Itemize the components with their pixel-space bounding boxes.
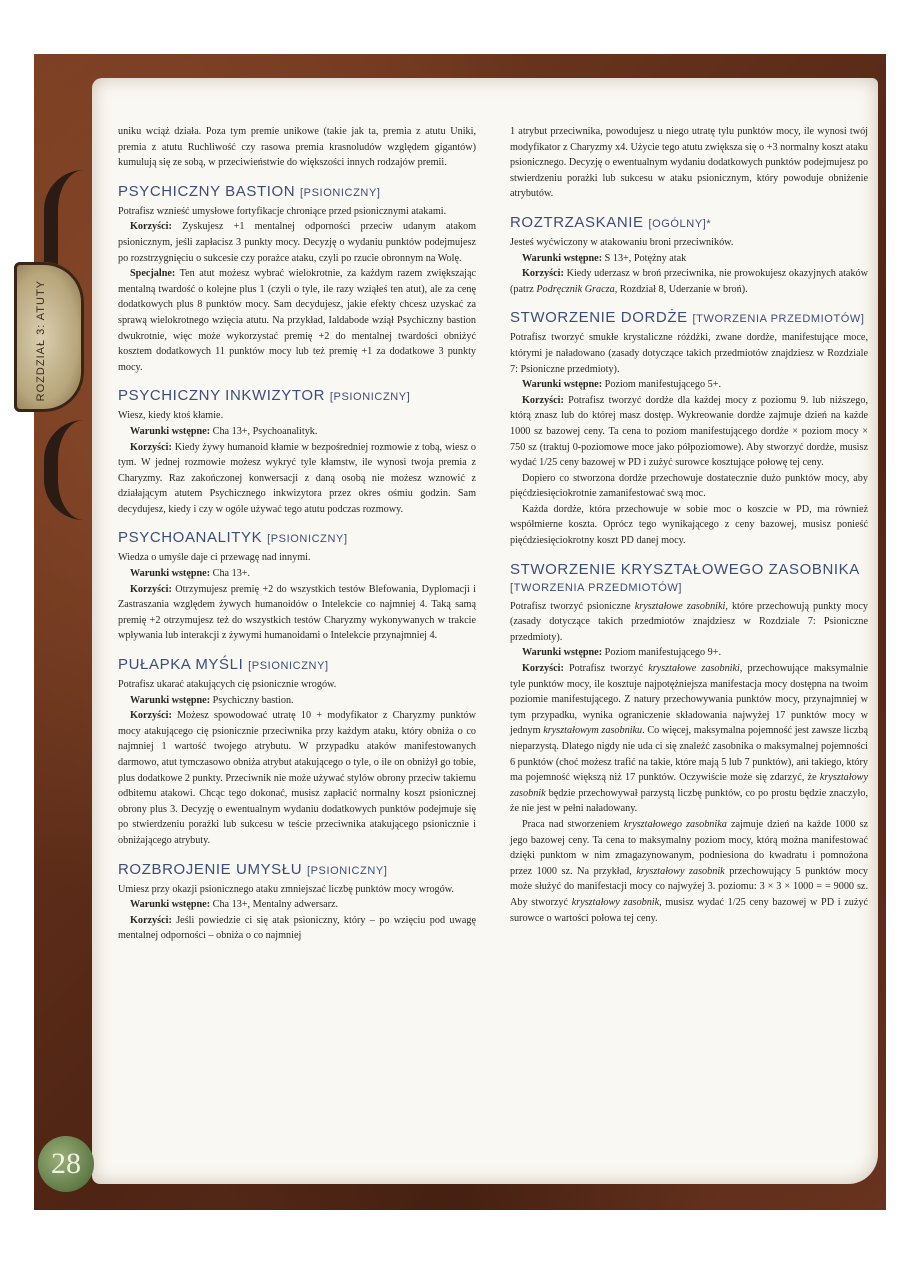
benefit-paragraph: Korzyści: Kiedy uderzasz w broń przeciwnika, nie prowokujesz okazyjnych ataków (patrz Podręcznik Gracza, Rozdział 8, Uderzanie w broń). [510,268,868,295]
body-paragraph: Dopiero co stworzona dordże przechowuje dostatecznie dużo punktów mocy, aby pięćdziesięciokrotnie zamanifestować swą moc. [510,472,868,500]
page-number: 28 [38,1136,94,1192]
benefit-paragraph: Korzyści: Otrzymujesz premię +2 do wszystkich testów Blefowania, Dyplomacji i Zastraszania względem żywych humanoidów o Intelekcie co najmniej 4. Taką samą premię +2 otrzymujesz też do wszystkich testów Charyzmy wykonywanych w trakcie wpływania lub interakcji z żywymi humanoidami o Intelekcie przynajmniej 4. [118,583,476,642]
left-column [118,124,476,944]
section-description: Potrafisz tworzyć smukłe krystaliczne różdżki, zwane dordże, manifestujące moce, którymi je naładowano (zasady dotyczące takich przedmiotów znajdziesz w Rozdziale 7: Psioniczne przedmioty). [510,332,868,375]
section-heading: PSYCHICZNY BASTION [PSIONICZNY] [118,182,381,200]
benefit-paragraph: Korzyści: Zyskujesz +1 mentalnej odporności przeciw udanym atakom psionicznym, jeśli zapłacisz 3 punkty mocy. Decyzję o wydaniu punktów podejmujesz po rozstrzygnięciu o sukcesie czy porażce ataku, czyli po rzucie obronnym na Wolę. [118,221,476,264]
section-description: Jesteś wyćwiczony w atakowaniu broni przeciwników. [510,236,734,248]
section-description: Potrafisz wznieść umysłowe fortyfikacje chroniące przed psionicznymi atakami. [118,205,447,217]
benefit-paragraph: Korzyści: Potrafisz tworzyć kryształowe zasobniki, przechowujące maksymalnie tyle punktów mocy, ile kosztuje najpotężniejsza manifestacja mocy dostępna na twoim poziomie manifestującego. Z natury przechowywania punktów mocy, przynajmniej w tym przypadku, wynika ograniczenie składowania najwyżej 17 punktów mocy w jednym kryształowym zasobniku. Co więcej, maksymalna pojemność jest zawsze liczbą nieparzystą. Dlatego nigdy nie uda ci się znaleźć zasobnika o maksymalnej pojemności 6 punktów (choć możesz trafić na takie, które mają 5 lub 7 punktów), ani takiego, który ma pojemność większą niż 17 punktów. Oczywiście może się zdarzyć, że kryształowy zasobnik będzie przechowywał parzystą liczbę punktów, co po prostu będzie znaczyło, że nie jest w pełni naładowany. [510,663,869,815]
benefit-paragraph: Korzyści: Potrafisz tworzyć dordże dla każdej mocy z poziomu 9. lub niższego, którą znasz lub do której masz dostęp. Wykreowanie dordże zajmuje dzień na każde 1000 sz bazowej ceny. Ta cena to poziom manifestującego dordże × poziom mocy × 750 sz (traktuj 0-poziomowe moce jako półpoziomowe). Aby stworzyć dordże, musisz wydać 1/25 ceny bazowej w PD i zużyć surowce kosztujące połowę tej ceny. [510,394,868,469]
requirements-paragraph: Warunki wstępne: Cha 13+, Psychoanalityk. [130,425,318,437]
chapter-tab-label: ROZDZIAŁ 3: ATUTY [35,280,47,402]
requirements-paragraph: Warunki wstępne: Psychiczny bastion. [130,694,294,706]
section-description: Wiesz, kiedy ktoś kłamie. [118,410,224,422]
decorative-hook [44,420,98,520]
requirements-paragraph: Warunki wstępne: S 13+, Potężny atak [522,252,687,264]
requirements-paragraph: Warunki wstępne: Poziom manifestującego 9+. [522,647,722,659]
intro-paragraph: uniku wciąż działa. Poza tym premie unikowe (takie jak ta, premia z atutu Uniki, premia z atutu Ruchliwość czy rasowa premia krasnoludów względem gigantów) kumulują się ze sobą, w przeciwieństwie do większości innych rodzajów premii. [118,126,476,169]
body-paragraph: Praca nad stworzeniem kryształowego zasobnika zajmuje dzień na każde 1000 sz jego bazowej ceny. Ta cena to maksymalny poziom mocy, którą można manifestować dzięki punktom w nim zmagazynowanym, podniesiona do kwadratu i pomnożona przez 1000 sz. Na przykład, kryształowy zasobnik przechowujący 5 punktów mocy może służyć do manifestacji mocy co najwyżej 3. poziomu: 3 × 3 × 1000 = = 9000 sz. Aby stworzyć kryształowy zasobnik, musisz wydać 1/25 ceny bazowej w PD i zużyć surowce o wartości połowa tej ceny. [510,818,869,924]
section-description: Potrafisz tworzyć psioniczne kryształowe zasobniki, które przechowują punkty mocy (zasady dotyczące takich przedmiotów znajdziesz w Rozdziale 7: Psioniczne przedmioty). [510,600,868,643]
body-paragraph: Każda dordże, która przechowuje w sobie moc o koszcie w PD, ma również współmierne koszta. Oprócz tego wynikającego z ceny bazowej, musisz ponieść pięćdziesięciokrotny koszt PD danej mocy. [510,503,868,547]
right-column [510,124,868,926]
section-heading: PUŁAPKA MYŚLI [PSIONICZNY] [118,656,329,674]
requirements-paragraph: Warunki wstępne: Cha 13+, Mentalny adwersarz. [130,899,339,911]
section-heading: ROZTRZASKANIE [OGÓLNY]* [510,213,712,231]
section-heading: STWORZENIE KRYSZTAŁOWEGO ZASOBNIKA [TWORZENIA PRZEDMIOTÓW] [510,560,860,594]
benefit-paragraph: Korzyści: Kiedy żywy humanoid kłamie w bezpośredniej rozmowie z tobą, wiesz o tym. W jednej rozmowie możesz wykryć tyle kłamstw, ile wynosi twoja premia z Charyzmy. Raz zakończonej konwersacji z daną osobą nie możesz wznowić z działającym atutem Psychicznego inkwizytora przez okres ośmiu godzin. Sam decydujesz, kiedy i czy w ogóle używać tego atutu podczas rozmowy. [118,441,476,515]
chapter-tab [14,262,84,412]
section-heading: STWORZENIE DORDŻE [TWORZENIA PRZEDMIOTÓW] [510,309,865,327]
section-description: Potrafisz ukarać atakujących cię psionicznie wrogów. [118,679,337,691]
requirements-paragraph: Warunki wstępne: Poziom manifestującego 5+. [522,379,722,391]
section-heading: PSYCHOANALITYK [PSIONICZNY] [118,529,348,547]
benefit-paragraph: Korzyści: Jeśli powiedzie ci się atak psioniczny, który – po wzięciu pod uwagę mentalnej odporności – obniża o co najmniej [118,914,476,942]
section-description: Umiesz przy okazji psionicznego ataku zmniejszać liczbę punktów mocy wrogów. [118,883,454,895]
benefit-paragraph: Korzyści: Możesz spowodować utratę 10 + modyfikator z Charyzmy punktów mocy atakującego cię psionicznie przeciwnika przy każdym ataku, który obniża o co najmniej 1 wartość twojego atrybutu. W przypadku ataków manifestowanych darmowo, atut tymczasowo obniża atrybut atakującego o tyle, o ile on obniżył go tobie, plus dodatkowe 2 punkty. Przeciwnik nie może używać stylów obrony przeciw takiemu odbitemu atakowi. Chcąc tego dokonać, musisz zapłacić normalny koszt psionicznej obrony plus 3. Decyzję o ewentualnym wydaniu dodatkowych punktów podejmuje się po stwierdzeniu porażki lub sukcesu w teście przeciwnika atakującego psionicznie i obniżającego atrybuty. [118,710,476,846]
requirements-paragraph: Warunki wstępne: Cha 13+. [130,568,251,580]
section-heading: PSYCHICZNY INKWIZYTOR [PSIONICZNY] [118,387,411,405]
special-paragraph: Specjalne: Ten atut możesz wybrać wielokrotnie, za każdym razem zwiększając mentalną twardość o kolejne plus 1 (czyli o tyle, ile razy wziąłeś ten atut), ale za cenę dodatkowych plus 8 punktów mocy. Sam decydujesz, jakie efekty chcesz uzyskać za sprawą wielokrotnego wzięcia atutu. Na przykład, Ialdabode wziął Psychiczny bastion dwukrotnie, więc może wykorzystać premię +2 do mentalnej twardości obniżyć kosztem dodatkowych 11 punktów mocy lub też premię +1 za dodatkowe 3 punkty mocy. [118,268,476,373]
section-heading: ROZBROJENIE UMYSŁU [PSIONICZNY] [118,860,388,878]
intro-paragraph: 1 atrybut przeciwnika, powodujesz u niego utratę tylu punktów mocy, ile wynosi twój modyfikator z Charyzmy x4. Użycie tego atutu zwiększa się o +3 normalny koszt ataku psionicznego. Decyzję o ewentualnym wydaniu dodatkowych punktów podejmujesz po stwierdzeniu porażki lub sukcesu w ataku psionicznym, który powoduje obniżenie atrybutów. [510,126,868,200]
section-description: Wiedza o umyśle daje ci przewagę nad innymi. [118,552,311,564]
